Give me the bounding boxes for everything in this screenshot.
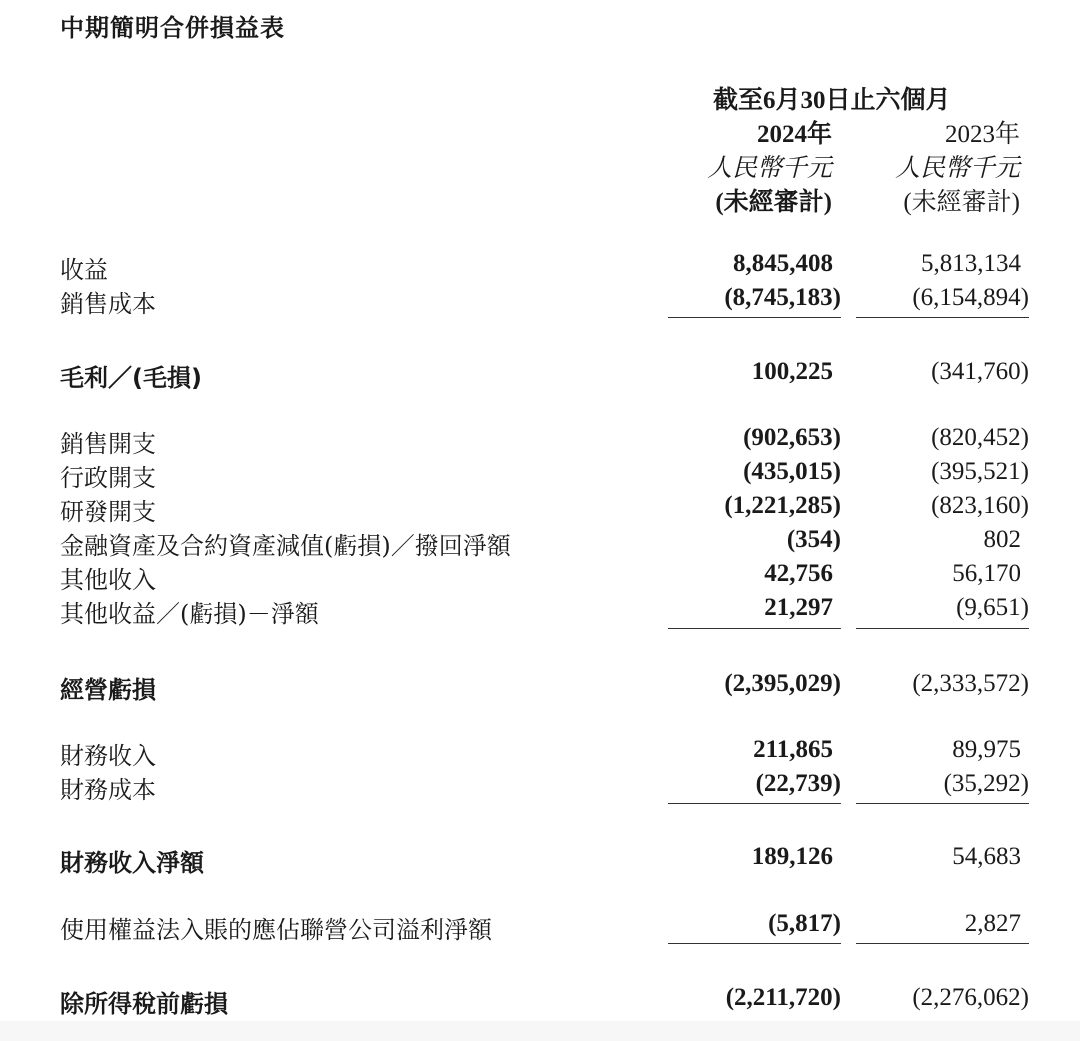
row-value-2024-impairment: (354) — [786, 526, 841, 553]
row-value-2024-net-finance-income: 189,126 — [751, 843, 833, 870]
row-label-loss-before-tax: 除所得稅前虧損 — [60, 990, 228, 1018]
row-label-finance-income: 財務收入 — [60, 742, 156, 770]
row-label-admin-expenses: 行政開支 — [60, 464, 156, 492]
audit-2023-header: (未經審計) — [903, 189, 1020, 216]
year-2024-header: 2024年 — [756, 121, 832, 148]
row-value-2024-other-gains: 21,297 — [764, 594, 833, 621]
row-label-revenue: 收益 — [60, 256, 108, 284]
underline-2024 — [668, 803, 841, 804]
row-label-operating-loss: 經營虧損 — [60, 676, 156, 704]
row-value-2024-finance-costs: (22,739) — [755, 770, 841, 797]
unit-2023-header: 人民幣千元 — [894, 153, 1020, 182]
underline-2024 — [668, 628, 841, 629]
underline-2023 — [856, 803, 1029, 804]
row-value-2024-other-income: 42,756 — [764, 560, 833, 587]
row-label-other-gains: 其他收益／(虧損)－淨額 — [60, 600, 319, 628]
row-value-2023-admin-expenses: (395,521) — [931, 458, 1029, 485]
row-value-2024-revenue: 8,845,408 — [733, 250, 833, 277]
year-2023-header: 2023年 — [944, 121, 1020, 148]
row-value-2024-share-of-associates: (5,817) — [768, 910, 841, 937]
row-value-2023-operating-loss: (2,333,572) — [912, 670, 1029, 697]
underline-2023 — [856, 317, 1029, 318]
row-label-rd-expenses: 研發開支 — [60, 498, 156, 526]
row-value-2023-selling-expenses: (820,452) — [931, 424, 1029, 451]
row-label-impairment: 金融資產及合約資產減值(虧損)／撥回淨額 — [60, 532, 511, 560]
row-label-selling-expenses: 銷售開支 — [60, 430, 156, 458]
row-label-share-of-associates: 使用權益法入賬的應佔聯營公司溢利淨額 — [60, 916, 492, 944]
row-value-2023-net-finance-income: 54,683 — [952, 843, 1021, 870]
row-label-net-finance-income: 財務收入淨額 — [60, 849, 204, 877]
row-value-2023-other-gains: (9,651) — [956, 594, 1029, 621]
underline-2023 — [856, 628, 1029, 629]
row-value-2024-cost-of-sales: (8,745,183) — [724, 284, 841, 311]
row-value-2024-operating-loss: (2,395,029) — [724, 670, 841, 697]
row-label-gross-profit: 毛利／(毛損) — [60, 364, 202, 392]
unit-2024-header: 人民幣千元 — [706, 153, 832, 182]
row-value-2023-cost-of-sales: (6,154,894) — [912, 284, 1029, 311]
page-bottom-shade — [0, 1021, 1080, 1041]
row-value-2024-loss-before-tax: (2,211,720) — [725, 984, 841, 1011]
row-value-2023-revenue: 5,813,134 — [921, 250, 1021, 277]
row-value-2024-finance-income: 211,865 — [753, 736, 833, 763]
underline-2024 — [668, 317, 841, 318]
row-value-2024-selling-expenses: (902,653) — [743, 424, 841, 451]
row-value-2023-loss-before-tax: (2,276,062) — [912, 984, 1029, 1011]
row-value-2024-admin-expenses: (435,015) — [743, 458, 841, 485]
period-header: 截至6月30日止六個月 — [713, 87, 951, 114]
underline-2024 — [668, 943, 841, 944]
row-value-2023-share-of-associates: 2,827 — [964, 910, 1021, 937]
audit-2024-header: (未經審計) — [715, 189, 832, 216]
row-value-2024-gross-profit: 100,225 — [751, 358, 833, 385]
row-value-2023-finance-costs: (35,292) — [943, 770, 1029, 797]
underline-2023 — [856, 943, 1029, 944]
row-value-2023-other-income: 56,170 — [952, 560, 1021, 587]
row-value-2023-finance-income: 89,975 — [952, 736, 1021, 763]
statement-title: 中期簡明合併損益表 — [60, 14, 285, 42]
row-value-2023-gross-profit: (341,760) — [931, 358, 1029, 385]
row-label-other-income: 其他收入 — [60, 566, 156, 594]
row-value-2023-rd-expenses: (823,160) — [931, 492, 1029, 519]
row-label-cost-of-sales: 銷售成本 — [60, 290, 156, 318]
row-value-2023-impairment: 802 — [983, 526, 1021, 553]
row-value-2024-rd-expenses: (1,221,285) — [724, 492, 841, 519]
row-label-finance-costs: 財務成本 — [60, 776, 156, 804]
